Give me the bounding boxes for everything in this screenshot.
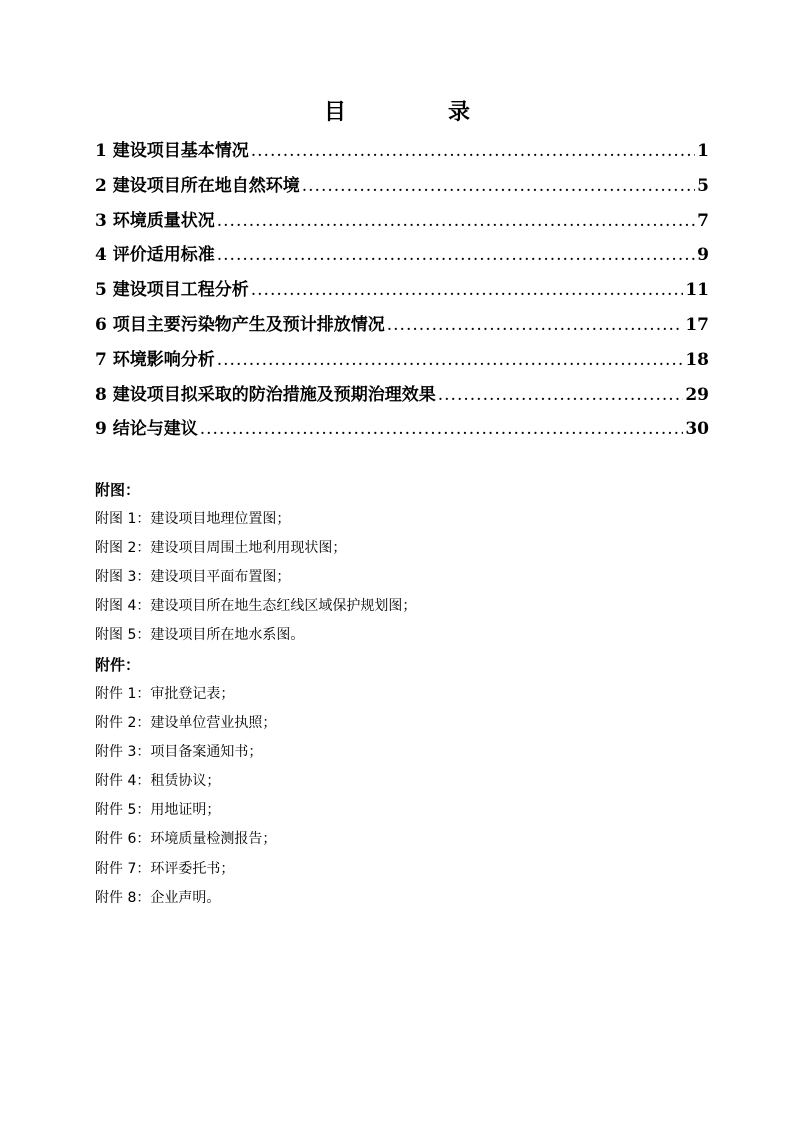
toc-entry-page: 18: [685, 349, 709, 370]
toc-list: [95, 136, 709, 449]
toc-leader-dots: [438, 385, 684, 405]
toc-entry[interactable]: [95, 345, 709, 380]
toc-leader-dots: [387, 315, 684, 335]
attachment-item: 附件 6：环境质量检测报告；: [95, 831, 277, 848]
toc-entry-label: 9 结论与建议: [95, 419, 198, 440]
toc-leader-dots: [217, 245, 695, 265]
figure-item: 附图 4：建设项目所在地生态红线区域保护规划图；: [95, 598, 417, 615]
toc-entry-label: 3 环境质量状况: [95, 210, 215, 231]
figure-item: 附图 2：建设项目周围土地利用现状图；: [95, 539, 347, 556]
toc-entry-page: 11: [685, 280, 709, 301]
figures-heading: 附图：: [95, 481, 141, 499]
toc-entry[interactable]: [95, 206, 709, 241]
toc-entry-page: 7: [697, 210, 709, 231]
figure-item: 附图 3：建设项目平面布置图；: [95, 568, 291, 585]
toc-entry-label: 7 环境影响分析: [95, 349, 215, 370]
toc-entry-label: 5 建设项目工程分析: [95, 280, 249, 301]
toc-entry-page: 29: [685, 384, 709, 405]
toc-entry-page: 1: [697, 141, 709, 161]
toc-entry[interactable]: [95, 414, 709, 449]
toc-entry[interactable]: [95, 275, 709, 310]
attachment-item: 附件 3：项目备案通知书；: [95, 743, 263, 760]
toc-leader-dots: [251, 280, 684, 300]
figures-section: [95, 476, 715, 650]
toc-entry-label: 4 评价适用标准: [95, 245, 215, 266]
toc-leader-dots: [217, 211, 695, 231]
attachment-item: 附件 4：租赁协议；: [95, 773, 221, 790]
toc-entry-page: 5: [697, 175, 709, 196]
toc-leader-dots: [200, 419, 684, 439]
attachment-item: 附件 7：环评委托书；: [95, 860, 235, 877]
toc-leader-dots: [302, 176, 695, 196]
toc-leader-dots: [251, 141, 695, 161]
toc-leader-dots: [217, 350, 684, 370]
toc-entry-label: 2 建设项目所在地自然环境: [95, 175, 300, 196]
attachments-section: [95, 651, 715, 913]
attachment-item: 附件 5：用地证明；: [95, 802, 221, 819]
toc-entry-label: 8 建设项目拟采取的防治措施及预期治理效果: [95, 384, 436, 405]
attachment-item: 附件 1：审批登记表；: [95, 685, 235, 702]
attachment-item: 附件 8：企业声明。: [95, 889, 221, 906]
toc-entry[interactable]: [95, 380, 709, 415]
attachment-item: 附件 2：建设单位营业执照；: [95, 714, 277, 731]
toc-entry-label: 6 项目主要污染物产生及预计排放情况: [95, 314, 385, 335]
figure-item: 附图 5：建设项目所在地水系图。: [95, 627, 305, 644]
toc-entry-page: 17: [685, 314, 709, 335]
toc-entry-label: 1 建设项目基本情况: [95, 141, 249, 161]
toc-entry-page: 30: [685, 419, 709, 440]
toc-entry[interactable]: [95, 136, 709, 171]
toc-entry[interactable]: [95, 240, 709, 275]
toc-entry-page: 9: [697, 245, 709, 266]
figure-item: 附图 1：建设项目地理位置图；: [95, 510, 291, 527]
attachments-heading: 附件：: [95, 656, 141, 674]
toc-title: 目 录: [323, 99, 510, 125]
toc-entry[interactable]: [95, 171, 709, 206]
toc-entry[interactable]: [95, 310, 709, 345]
